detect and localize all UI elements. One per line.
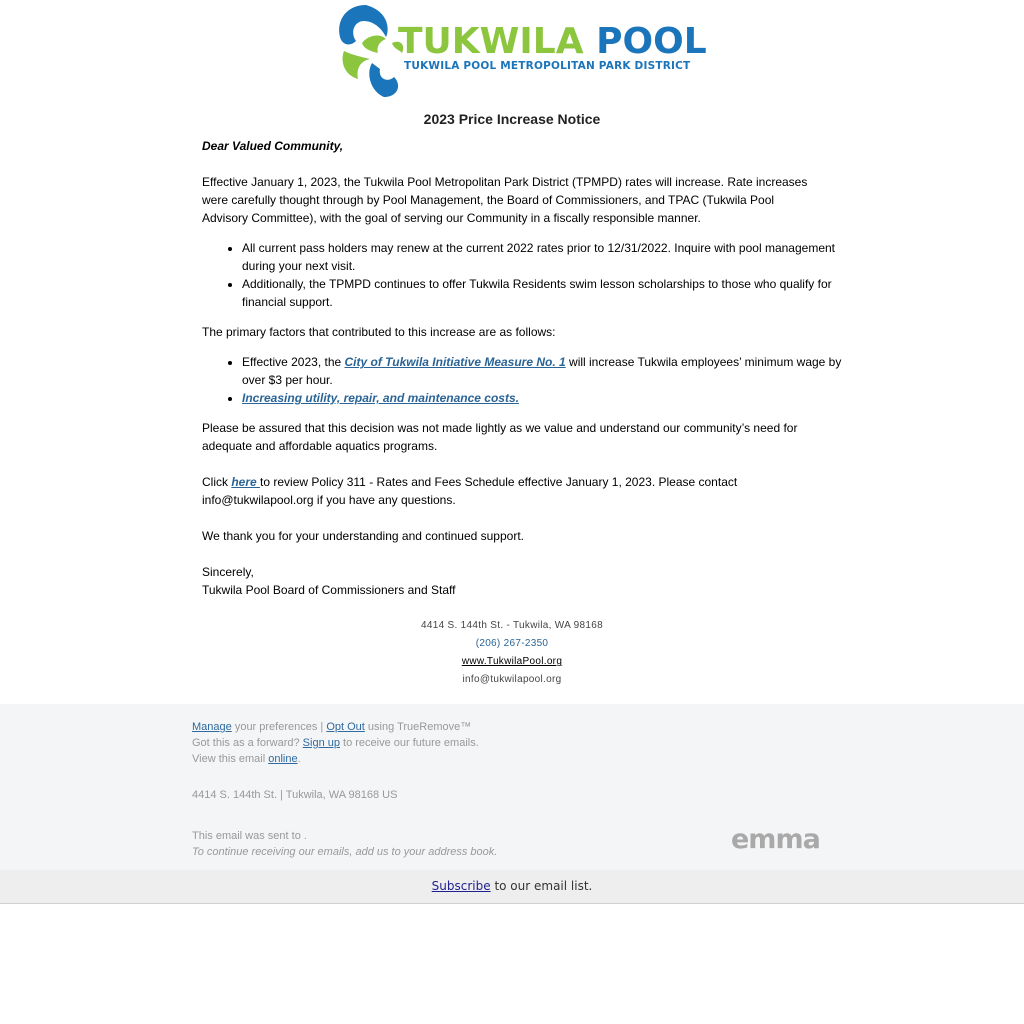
policy-paragraph bbox=[202, 473, 822, 509]
list-item bbox=[242, 389, 862, 407]
intro-paragraph: Effective January 1, 2023, the Tukwila Pool Metropolitan Park District (TPMPD) rates will increase. Rate increases were carefully thought through by Pool Management, the Board of Commissioners, and TPAC (Tukwila Pool Advisory Committee), with the goal of serving our Community in a fiscally responsible manner. bbox=[202, 175, 808, 225]
online-link[interactable]: online bbox=[268, 753, 298, 765]
click-pre: Click bbox=[202, 475, 232, 489]
forward-post: to receive our future emails. bbox=[339, 737, 479, 749]
forward-line bbox=[192, 737, 479, 749]
factors-intro: The primary factors that contributed to this increase are as follows: bbox=[202, 325, 556, 339]
factors-list bbox=[202, 353, 862, 407]
list-item: • All current pass holders may renew at the current 2022 rates prior to 12/31/2022. Inquire with pool management during your next visit. bbox=[242, 239, 862, 275]
manage-link[interactable]: Manage bbox=[192, 721, 232, 733]
optout-text: using TrueRemove™ bbox=[364, 721, 472, 733]
email-footer bbox=[0, 704, 1024, 870]
manage-text: your preferences | bbox=[231, 721, 327, 733]
logo-subtitle: TUKWILA POOL METROPOLITAN PARK DISTRICT bbox=[404, 60, 691, 72]
list-item: • Additionally, the TPMPD continues to offer Tukwila Residents swim lesson scholarships to those who qualify for financial support. bbox=[242, 275, 862, 311]
contact-phone[interactable]: (206) 267-2350 bbox=[475, 638, 549, 649]
opt-out-link[interactable]: Opt Out bbox=[326, 721, 365, 733]
tukwila-pool-logo[interactable] bbox=[336, 3, 707, 98]
here-link[interactable]: here bbox=[231, 475, 261, 489]
click-post: to review Policy 311 - Rates and Fees Schedule effective January 1, 2023. Please contact info@tukwilapool.org if you have any questions. bbox=[202, 475, 738, 507]
emma-logo[interactable]: emma bbox=[731, 824, 820, 855]
preferences-line bbox=[192, 721, 471, 733]
assurance-paragraph: Please be assured that this decision was not made lightly as we value and understand our community’s need for adequate and affordable aquatics programs. bbox=[202, 421, 798, 453]
utility-costs-link[interactable]: Increasing utility, repair, and maintenance costs. bbox=[242, 391, 519, 405]
logo-title bbox=[398, 21, 707, 63]
sign-up-link[interactable]: Sign up bbox=[302, 737, 340, 749]
logo-word-pool: POOL bbox=[596, 21, 707, 62]
factor1-pre: Effective 2023, the bbox=[242, 355, 345, 369]
factor1-post: will increase Tukwila employees’ minimum wage by over $3 per hour. bbox=[242, 355, 842, 387]
view-online-line bbox=[192, 753, 301, 765]
notice-title: 2023 Price Increase Notice bbox=[423, 111, 601, 127]
contact-email[interactable]: info@tukwilapool.org bbox=[462, 674, 562, 685]
view-post: . bbox=[297, 753, 301, 765]
logo-word-tukwila: TUKWILA bbox=[398, 21, 584, 62]
view-pre: View this email bbox=[192, 753, 269, 765]
website-link-row bbox=[0, 656, 1024, 667]
subscribe-link[interactable]: Subscribe bbox=[431, 879, 491, 893]
sent-to-line: This email was sent to . bbox=[192, 830, 307, 842]
forward-pre: Got this as a forward? bbox=[192, 737, 303, 749]
initiative-measure-link[interactable]: City of Tukwila Initiative Measure No. 1 bbox=[344, 355, 566, 369]
subscribe-text: to our email list. bbox=[490, 879, 593, 893]
footer-address: 4414 S. 144th St. | Tukwila, WA 98168 US bbox=[192, 789, 398, 801]
website-link[interactable]: www.TukwilaPool.org bbox=[461, 656, 563, 667]
pass-holder-list bbox=[202, 239, 862, 311]
subscribe-bar bbox=[0, 870, 1024, 904]
address-book-note: To continue receiving our emails, add us to your address book. bbox=[192, 846, 498, 858]
sincerely: Sincerely, bbox=[202, 565, 254, 579]
signature: Tukwila Pool Board of Commissioners and Staff bbox=[202, 583, 456, 597]
list-item bbox=[242, 353, 862, 389]
contact-address: 4414 S. 144th St. - Tukwila, WA 98168 bbox=[421, 620, 603, 631]
greeting: Dear Valued Community, bbox=[202, 139, 344, 153]
thanks-paragraph: We thank you for your understanding and continued support. bbox=[202, 529, 524, 543]
